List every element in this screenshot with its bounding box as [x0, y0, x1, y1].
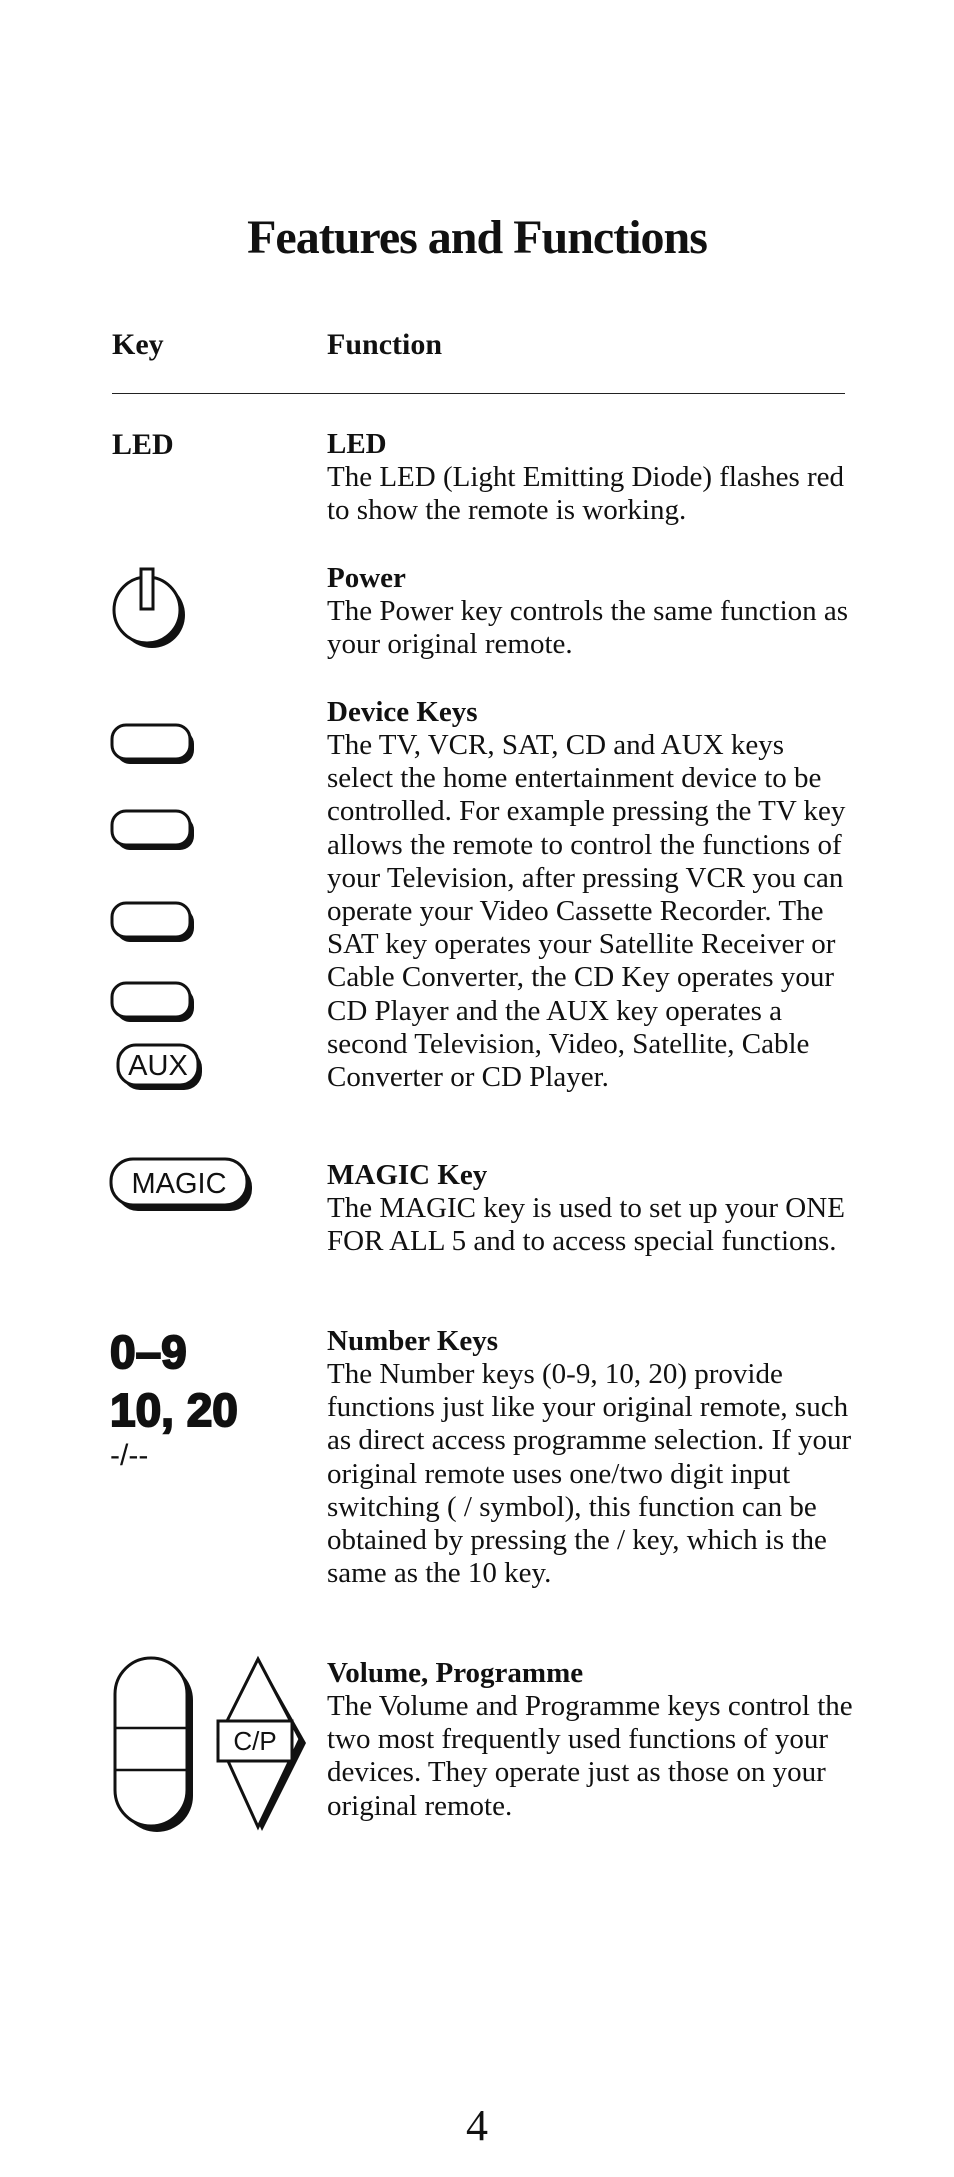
number-keys-10-20: 10, 20: [110, 1384, 238, 1436]
section-title: Number Keys: [327, 1325, 499, 1357]
section-body: The Volume and Programme keys control the two most frequently used functions of your devices. They operate just as those on your original remote.: [327, 1690, 853, 1822]
section-body: The MAGIC key is used to set up your ONE FOR ALL 5 and to access special functions.: [327, 1192, 845, 1258]
volume-key-icon: [112, 1655, 198, 1835]
column-header-key: Key: [112, 328, 164, 361]
header-divider: [112, 393, 845, 394]
page-number: 4: [466, 2101, 488, 2150]
section-body: The TV, VCR, SAT, CD and AUX keys select the home entertainment device to be controlled. For example pressing the TV key allows the remote to control the functions of your Television, after pressing VCR you can operate your Video Cassette Recorder. The SAT key operates your Satellite Receiver or Cable Converter, the CD Key operates your CD Player and the AUX key operates a second Television, Video, Satellite, Cable Converter or CD Player.: [327, 729, 846, 1094]
section-title: LED: [327, 428, 387, 460]
device-key-sat-icon: [112, 903, 194, 942]
section-device-keys: [327, 696, 857, 1094]
programme-key-icon: [214, 1655, 310, 1835]
aux-key-label: AUX: [128, 1050, 188, 1082]
section-magic-key: [327, 1159, 857, 1258]
power-key-icon: [110, 567, 192, 655]
section-title: Power: [327, 562, 406, 594]
page-title: Features and Functions: [247, 211, 707, 264]
magic-key-icon: [108, 1156, 256, 1216]
device-keys-icons: [110, 722, 200, 1052]
section-body: The LED (Light Emitting Diode) flashes red to show the remote is working.: [327, 461, 845, 527]
cp-key-label: C/P: [233, 1726, 277, 1756]
number-keys-icon: [106, 1320, 266, 1480]
led-key-label: LED: [112, 428, 174, 461]
section-title: Device Keys: [327, 696, 478, 728]
device-key-tv-icon: [112, 725, 194, 764]
section-body: The Number keys (0-9, 10, 20) provide functions just like your original remote, such as direct access programme selection. If your original remote uses one/two digit input switching ( / symbol), this function can be obtained by pressing the / key, which is the same as the 10 key.: [327, 1358, 852, 1590]
section-title: Volume, Programme: [327, 1657, 584, 1689]
section-title: MAGIC Key: [327, 1159, 488, 1191]
section-body: The Power key controls the same function as your original remote.: [327, 595, 849, 661]
column-header-function: Function: [327, 328, 443, 361]
device-key-cd-icon: [112, 983, 194, 1022]
number-keys-0-9: 0–9: [110, 1326, 187, 1378]
magic-key-label: MAGIC: [131, 1168, 227, 1200]
section-number-keys: [327, 1325, 857, 1590]
section-power: [327, 562, 857, 661]
aux-key-icon: [115, 1042, 205, 1094]
number-keys-digit-switch: -/--: [110, 1439, 149, 1472]
section-led: [327, 428, 857, 527]
device-key-vcr-icon: [112, 811, 194, 850]
section-volume-programme: [327, 1657, 857, 1823]
